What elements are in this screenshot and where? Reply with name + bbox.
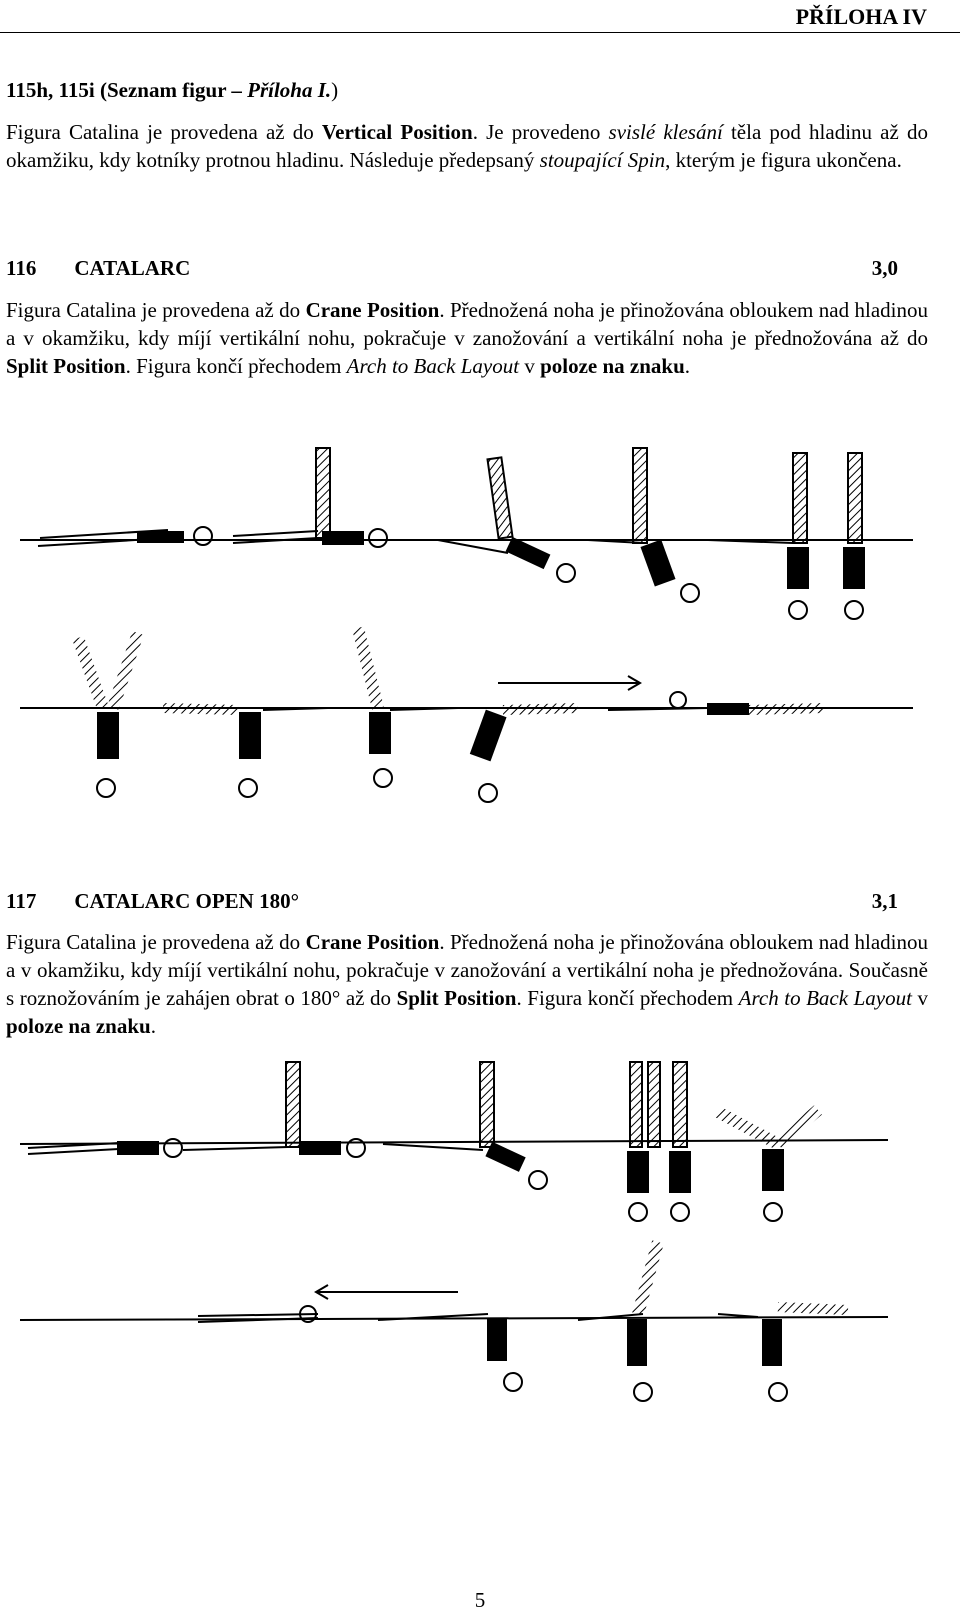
swimmer-pose [438,457,575,582]
figure-116-description: Figura Catalina je provedena až do Crane Position. Přednožená noha je přinožována obloukem nad hladinou a v okamžiku, kdy míjí vertikální nohu, pokračuje v zanožování a vertikální noha je přednožována až do Split Position. Figura končí přechodem Arch to Back Layout v poloze na znaku. [6,298,928,378]
intro-reference: 115h, 115i (Seznam figur – Příloha I.) [6,78,339,102]
swimmer-pose [578,1242,658,1401]
page-number: 5 [474,1588,486,1612]
figure-117-heading: 117 CATALARC OPEN 180° [6,889,299,913]
figure-117-description: Figura Catalina je provedena až do Crane Position. Přednožená noha je přinožována obloukem nad hladinou a v okamžiku, kdy míjí vertikální nohu, pokračuje v zanožování a vertikální noha je přednožována. Současně s roznožováním je zahájen obrat o 180° až do Split Position. Figura končí přechodem Arch to Back Layout v poloze na znaku. [6,930,928,1038]
header-divider [0,32,960,33]
figure-116-heading: 116 CATALARC [6,256,191,280]
swimmer-pose [628,1062,690,1221]
page-header-title: PŘÍLOHA IV [795,4,927,29]
swimmer-pose [38,527,212,546]
swimmer-pose [378,1314,522,1391]
swimmer-pose [78,633,138,797]
swimmer-pose [718,1307,848,1401]
swimmer-pose [708,453,864,619]
swimmer-pose [233,448,387,547]
figure-116-score: 3,0 [871,256,898,280]
swimmer-pose [383,1062,547,1189]
figure-116-illustration [18,418,918,873]
swimmer-pose [28,1139,182,1157]
figure-117-score: 3,1 [871,889,898,913]
swimmer-pose [588,448,699,602]
swimmer-pose [718,1110,818,1221]
intro-paragraph: Figura Catalina je provedena až do Vertical Position. Je provedeno svislé klesání těla pod hladinu až do okamžiku, kdy kotníky protnou hladinu. Následuje předepsaný stoupající Spin, kterým je figura ukončena. [6,120,928,172]
swimmer-pose [163,708,328,797]
swimmer-pose [198,1285,458,1322]
swimmer-pose [471,708,578,802]
figure-117-illustration [18,1052,918,1437]
